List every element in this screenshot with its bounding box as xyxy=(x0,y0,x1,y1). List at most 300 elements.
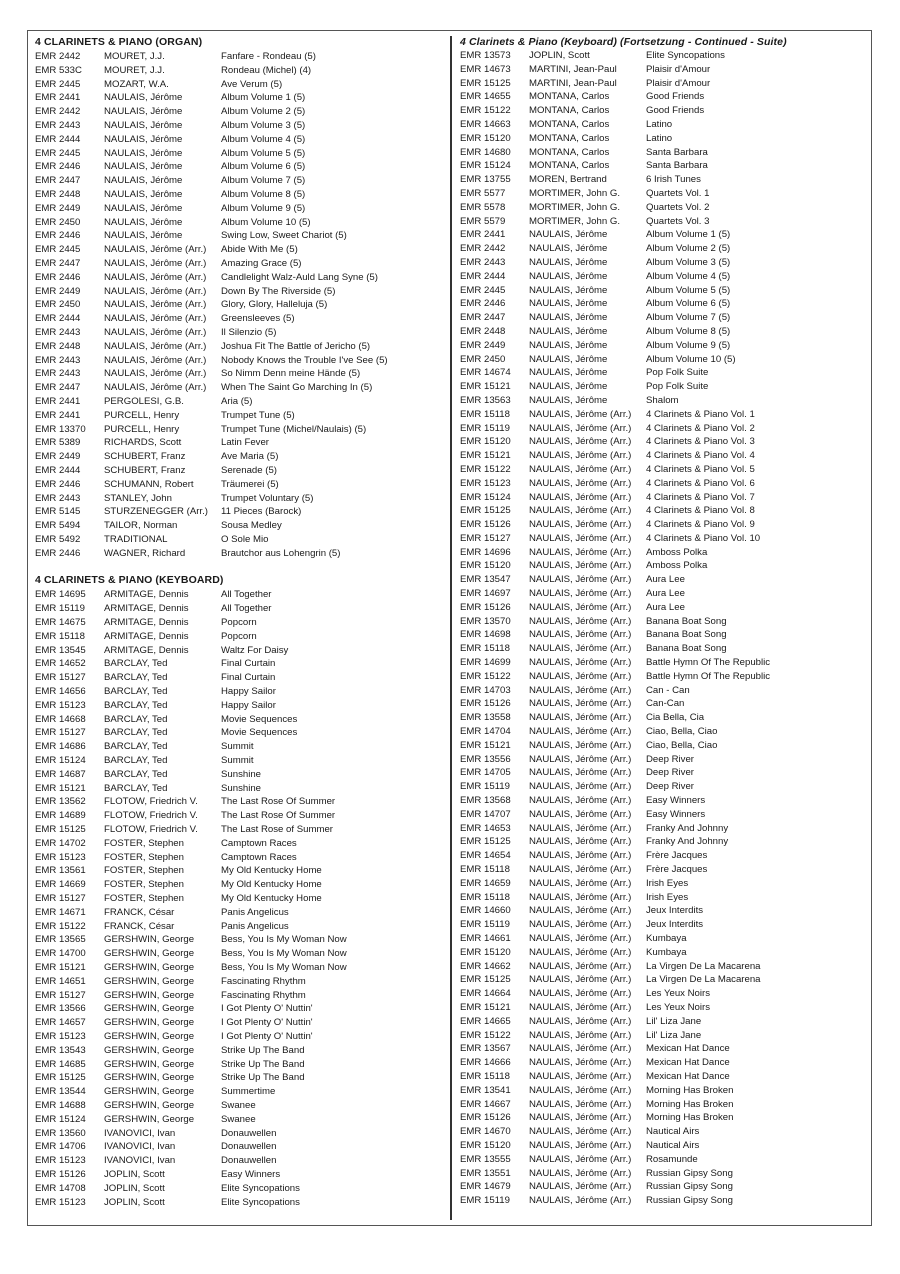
catalog-number: EMR 2445 xyxy=(35,147,81,159)
title: Panis Angelicus xyxy=(221,906,289,918)
catalog-number: EMR 2449 xyxy=(35,285,81,297)
catalog-number: EMR 13560 xyxy=(35,1127,86,1139)
composer: NAULAIS, Jérôme (Arr.) xyxy=(104,340,207,352)
composer: NAULAIS, Jérôme (Arr.) xyxy=(529,601,632,613)
composer: NAULAIS, Jérôme (Arr.) xyxy=(529,808,632,820)
title: Album Volume 6 (5) xyxy=(221,161,306,173)
composer: MONTANA, Carlos xyxy=(529,146,610,158)
catalog-number: EMR 13555 xyxy=(460,1153,511,1165)
title: Amboss Polka xyxy=(646,546,708,558)
list-item xyxy=(460,297,860,311)
catalog-number: EMR 2443 xyxy=(35,119,81,131)
catalog-number: EMR 2450 xyxy=(460,353,506,365)
list-item xyxy=(35,1140,440,1154)
list-item xyxy=(35,782,440,796)
list-item xyxy=(460,863,860,877)
list-item xyxy=(460,780,860,794)
catalog-number: EMR 2446 xyxy=(35,230,81,242)
title: I Got Plenty O' Nuttin' xyxy=(221,1030,313,1042)
title: 4 Clarinets & Piano Vol. 10 xyxy=(646,532,761,544)
title: Album Volume 5 (5) xyxy=(646,284,731,296)
catalog-number: EMR 14697 xyxy=(460,588,511,600)
title: Morning Has Broken xyxy=(646,1098,734,1110)
list-item xyxy=(35,478,440,492)
catalog-number: EMR 14655 xyxy=(460,91,511,103)
catalog-number: EMR 14668 xyxy=(35,713,86,725)
composer: ARMITAGE, Dennis xyxy=(104,617,189,629)
catalog-number: EMR 14705 xyxy=(460,767,511,779)
composer: NAULAIS, Jérôme (Arr.) xyxy=(529,877,632,889)
title: 4 Clarinets & Piano Vol. 4 xyxy=(646,450,755,462)
title: Irish Eyes xyxy=(646,877,689,889)
composer: NAULAIS, Jérôme xyxy=(529,298,608,310)
list-item xyxy=(460,449,860,463)
composer: BARCLAY, Ted xyxy=(104,782,168,794)
list-item xyxy=(35,630,440,644)
list-item xyxy=(35,547,440,561)
catalog-number: EMR 14661 xyxy=(460,933,511,944)
list-item xyxy=(460,835,860,849)
composer: MOZART, W.A. xyxy=(104,78,169,90)
composer: NAULAIS, Jérôme xyxy=(104,133,183,145)
title: Elite Syncopations xyxy=(646,50,725,61)
composer: NAULAIS, Jérôme (Arr.) xyxy=(104,354,207,366)
catalog-number: EMR 15123 xyxy=(460,477,511,489)
title: Sousa Medley xyxy=(221,520,282,532)
title: Les Yeux Noirs xyxy=(646,988,710,1000)
list-item xyxy=(460,711,860,725)
title: Can-Can xyxy=(646,698,685,710)
composer: NAULAIS, Jérôme (Arr.) xyxy=(529,712,632,724)
composer: NAULAIS, Jérôme (Arr.) xyxy=(529,588,632,600)
composer: NAULAIS, Jérôme xyxy=(529,284,608,296)
catalog-number: EMR 2446 xyxy=(460,298,506,310)
composer: NAULAIS, Jérôme (Arr.) xyxy=(529,684,632,696)
list-item xyxy=(460,270,860,284)
catalog-number: EMR 15125 xyxy=(460,77,511,89)
title: Waltz For Daisy xyxy=(221,644,289,656)
title: Irish Eyes xyxy=(646,891,689,903)
composer: BARCLAY, Ted xyxy=(104,755,168,767)
list-item xyxy=(460,435,860,449)
section-keyboard-continued xyxy=(460,35,860,1208)
title: Russian Gipsy Song xyxy=(646,1195,733,1207)
list-item xyxy=(460,587,860,601)
catalog-list xyxy=(460,49,860,1208)
title: Donauwellen xyxy=(221,1155,277,1167)
composer: NAULAIS, Jérôme xyxy=(104,147,183,159)
composer: MONTANA, Carlos xyxy=(529,105,610,117)
list-item xyxy=(460,904,860,918)
catalog-number: EMR 14671 xyxy=(35,906,86,918)
list-item xyxy=(35,602,440,616)
catalog-number: EMR 14688 xyxy=(35,1099,86,1111)
list-item xyxy=(460,753,860,767)
catalog-number: EMR 15124 xyxy=(460,491,511,503)
composer: JOPLIN, Scott xyxy=(104,1182,165,1194)
catalog-number: EMR 15125 xyxy=(460,505,511,517)
catalog-number: EMR 2442 xyxy=(35,106,81,118)
list-item xyxy=(35,367,440,381)
list-item xyxy=(35,505,440,519)
composer: BARCLAY, Ted xyxy=(104,727,168,739)
title: Rondeau (Michel) (4) xyxy=(221,64,312,76)
catalog-number: EMR 13562 xyxy=(35,796,86,808)
title: Les Yeux Noirs xyxy=(646,1001,710,1013)
catalog-number: EMR 15121 xyxy=(35,782,86,794)
title: Fascinating Rhythm xyxy=(221,989,306,1001)
catalog-number: EMR 14698 xyxy=(460,629,511,641)
composer: JOPLIN, Scott xyxy=(104,1196,165,1208)
composer: NAULAIS, Jérôme (Arr.) xyxy=(104,244,207,256)
composer: GERSHWIN, George xyxy=(104,1113,195,1125)
catalog-list xyxy=(35,50,440,560)
list-item xyxy=(460,146,860,160)
catalog-number: EMR 15120 xyxy=(460,560,511,572)
list-item xyxy=(35,1016,440,1030)
list-item xyxy=(460,1084,860,1098)
title: Swanee xyxy=(221,1099,256,1111)
title: Amboss Polka xyxy=(646,560,708,572)
title: Movie Sequences xyxy=(221,727,298,739)
list-item xyxy=(35,933,440,947)
composer: JOPLIN, Scott xyxy=(104,1168,165,1180)
title: Easy Winners xyxy=(221,1168,281,1180)
composer: NAULAIS, Jérôme xyxy=(529,325,608,337)
title: Santa Barbara xyxy=(646,160,708,172)
list-item xyxy=(460,1111,860,1125)
composer: MOURET, J.J. xyxy=(104,64,165,76)
catalog-number: EMR 2449 xyxy=(460,339,506,351)
list-item xyxy=(460,559,860,573)
catalog-number: EMR 15127 xyxy=(35,672,86,684)
composer: GERSHWIN, George xyxy=(104,962,195,973)
composer: NAULAIS, Jérôme (Arr.) xyxy=(529,1167,632,1179)
composer: NAULAIS, Jérôme xyxy=(529,367,608,379)
title: Album Volume 1 (5) xyxy=(221,92,306,104)
list-item xyxy=(460,684,860,698)
composer: NAULAIS, Jérôme (Arr.) xyxy=(529,643,632,655)
catalog-number: EMR 14708 xyxy=(35,1182,86,1194)
list-item xyxy=(35,851,440,865)
title: 4 Clarinets & Piano Vol. 1 xyxy=(646,408,755,420)
list-item xyxy=(35,533,440,547)
list-item xyxy=(460,1001,860,1015)
composer: GERSHWIN, George xyxy=(104,975,195,987)
title: Franky And Johnny xyxy=(646,836,729,848)
catalog-number: EMR 15125 xyxy=(460,836,511,848)
section-heading: 4 CLARINETS & PIANO (KEYBOARD) xyxy=(35,574,224,587)
catalog-number: EMR 14651 xyxy=(35,975,86,987)
catalog-number: EMR 5145 xyxy=(35,506,81,518)
composer: NAULAIS, Jérôme xyxy=(529,256,608,268)
title: Donauwellen xyxy=(221,1141,277,1153)
list-item xyxy=(460,573,860,587)
section-keyboard xyxy=(35,573,440,1209)
list-item xyxy=(460,642,860,656)
list-item xyxy=(35,1127,440,1141)
title: Sunshine xyxy=(221,768,262,780)
composer: NAULAIS, Jérôme (Arr.) xyxy=(529,726,632,738)
title: Lil' Liza Jane xyxy=(646,1029,702,1041)
catalog-number: EMR 5492 xyxy=(35,533,81,545)
title: Banana Boat Song xyxy=(646,643,727,655)
catalog-number: EMR 15121 xyxy=(460,381,511,393)
composer: NAULAIS, Jérôme (Arr.) xyxy=(529,574,632,586)
title: Pop Folk Suite xyxy=(646,381,709,393)
title: Plaisir d'Amour xyxy=(646,77,711,89)
composer: NAULAIS, Jérôme (Arr.) xyxy=(529,1126,632,1138)
list-item xyxy=(460,477,860,491)
list-item xyxy=(35,1044,440,1058)
composer: TAILOR, Norman xyxy=(104,520,178,532)
composer: MORTIMER, John G. xyxy=(529,187,620,199)
catalog-number: EMR 14663 xyxy=(460,118,511,130)
title: Donauwellen xyxy=(221,1127,277,1139)
composer: NAULAIS, Jérôme (Arr.) xyxy=(529,739,632,751)
composer: NAULAIS, Jérôme xyxy=(104,230,183,242)
catalog-number: EMR 13565 xyxy=(35,934,86,946)
title: Sunshine xyxy=(221,782,262,794)
composer: NAULAIS, Jérôme (Arr.) xyxy=(529,946,632,958)
composer: NAULAIS, Jérôme (Arr.) xyxy=(529,1029,632,1041)
title: My Old Kentucky Home xyxy=(221,879,322,891)
composer: MARTINI, Jean-Paul xyxy=(529,63,617,75)
catalog-number: EMR 14669 xyxy=(35,879,86,891)
list-item xyxy=(35,685,440,699)
title: Latin Fever xyxy=(221,437,269,449)
catalog-number: EMR 14679 xyxy=(460,1181,511,1193)
catalog-number: EMR 13570 xyxy=(460,615,511,627)
list-item xyxy=(35,754,440,768)
catalog-number: EMR 2450 xyxy=(35,216,81,228)
catalog-number: EMR 2441 xyxy=(460,229,506,241)
catalog-number: EMR 15127 xyxy=(35,893,86,905)
composer: NAULAIS, Jérôme (Arr.) xyxy=(529,450,632,462)
catalog-number: EMR 2444 xyxy=(35,464,81,476)
list-item xyxy=(460,877,860,891)
list-item xyxy=(460,725,860,739)
title: Aura Lee xyxy=(646,601,685,613)
composer: MORTIMER, John G. xyxy=(529,215,620,227)
composer: NAULAIS, Jérôme (Arr.) xyxy=(529,477,632,489)
list-item xyxy=(35,1071,440,1085)
list-item xyxy=(460,1070,860,1084)
composer: GERSHWIN, George xyxy=(104,934,195,946)
title: Strike Up The Band xyxy=(221,1044,305,1056)
list-item xyxy=(35,947,440,961)
list-item xyxy=(460,918,860,932)
title: When The Saint Go Marching In (5) xyxy=(221,382,373,394)
list-item xyxy=(35,312,440,326)
list-item xyxy=(460,932,860,946)
catalog-number: EMR 15119 xyxy=(460,919,510,931)
catalog-number: EMR 15126 xyxy=(460,519,511,531)
composer: NAULAIS, Jérôme (Arr.) xyxy=(529,960,632,972)
catalog-number: EMR 2447 xyxy=(35,382,81,394)
title: So Nimm Denn meine Hände (5) xyxy=(221,368,361,380)
title: Ave Maria (5) xyxy=(221,451,279,463)
list-item xyxy=(460,256,860,270)
list-item xyxy=(460,132,860,146)
list-item xyxy=(460,1180,860,1194)
catalog-number: EMR 15122 xyxy=(35,920,86,932)
composer: FOSTER, Stephen xyxy=(104,865,184,877)
composer: NAULAIS, Jérôme xyxy=(529,394,608,406)
title: Plaisir d'Amour xyxy=(646,63,711,75)
title: All Together xyxy=(221,589,272,601)
catalog-number: EMR 533C xyxy=(35,64,82,76)
composer: BARCLAY, Ted xyxy=(104,672,168,684)
list-item xyxy=(35,740,440,754)
right-column xyxy=(460,35,860,1208)
composer: NAULAIS, Jérôme (Arr.) xyxy=(529,670,632,682)
title: Deep River xyxy=(646,767,694,779)
title: Aura Lee xyxy=(646,574,685,586)
catalog-number: EMR 14704 xyxy=(460,726,511,738)
title: Shalom xyxy=(646,394,679,406)
title: Quartets Vol. 1 xyxy=(646,187,710,199)
title: Aura Lee xyxy=(646,588,685,600)
catalog-number: EMR 14662 xyxy=(460,960,511,972)
title: Album Volume 2 (5) xyxy=(646,243,731,255)
list-item xyxy=(35,271,440,285)
catalog-number: EMR 14654 xyxy=(460,850,511,862)
composer: NAULAIS, Jérôme (Arr.) xyxy=(529,1181,632,1193)
composer: NAULAIS, Jérôme (Arr.) xyxy=(529,1043,632,1055)
composer: IVANOVICI, Ivan xyxy=(104,1127,176,1139)
title: Album Volume 8 (5) xyxy=(646,325,731,337)
catalog-number: EMR 14657 xyxy=(35,1017,86,1029)
catalog-number: EMR 2443 xyxy=(35,368,81,380)
composer: NAULAIS, Jérôme xyxy=(104,106,183,118)
catalog-number: EMR 15125 xyxy=(460,974,511,986)
list-item xyxy=(460,822,860,836)
composer: NAULAIS, Jérôme (Arr.) xyxy=(529,933,632,944)
title: Deep River xyxy=(646,753,694,765)
composer: PERGOLESI, G.B. xyxy=(104,395,184,407)
list-item xyxy=(35,423,440,437)
composer: GERSHWIN, George xyxy=(104,989,195,1001)
list-item xyxy=(35,1168,440,1182)
title: Album Volume 7 (5) xyxy=(221,175,306,187)
catalog-number: EMR 15123 xyxy=(35,1155,86,1167)
catalog-number: EMR 14695 xyxy=(35,589,86,601)
title: 4 Clarinets & Piano Vol. 5 xyxy=(646,463,755,475)
composer: MARTINI, Jean-Paul xyxy=(529,77,617,89)
composer: SCHUBERT, Franz xyxy=(104,464,186,476)
composer: NAULAIS, Jérôme (Arr.) xyxy=(529,657,632,669)
catalog-number: EMR 2445 xyxy=(35,78,81,90)
list-item xyxy=(35,989,440,1003)
catalog-number: EMR 2443 xyxy=(460,256,506,268)
catalog-number: EMR 2444 xyxy=(35,133,81,145)
title: O Sole Mio xyxy=(221,533,269,545)
composer: NAULAIS, Jérôme (Arr.) xyxy=(529,1195,632,1207)
catalog-number: EMR 2448 xyxy=(35,340,81,352)
list-item xyxy=(35,1058,440,1072)
title: Abide With Me (5) xyxy=(221,244,298,256)
title: Album Volume 10 (5) xyxy=(221,216,311,228)
catalog-number: EMR 14699 xyxy=(460,657,511,669)
list-item xyxy=(460,504,860,518)
catalog-number: EMR 14665 xyxy=(460,1015,511,1027)
catalog-number: EMR 15118 xyxy=(460,864,510,876)
catalog-number: EMR 2446 xyxy=(35,547,81,559)
catalog-number: EMR 15121 xyxy=(460,739,511,751)
title: Nobody Knows the Trouble I've See (5) xyxy=(221,354,388,366)
catalog-number: EMR 15127 xyxy=(35,727,86,739)
catalog-number: EMR 13545 xyxy=(35,644,86,656)
catalog-number: EMR 14653 xyxy=(460,822,511,834)
title: Popcorn xyxy=(221,630,257,642)
catalog-number: EMR 13541 xyxy=(460,1084,511,1096)
list-item xyxy=(460,1125,860,1139)
list-item xyxy=(460,408,860,422)
composer: NAULAIS, Jérôme (Arr.) xyxy=(529,505,632,517)
composer: PURCELL, Henry xyxy=(104,409,180,421)
list-item xyxy=(460,1029,860,1043)
title: Bess, You Is My Woman Now xyxy=(221,948,347,960)
catalog-number: EMR 15118 xyxy=(460,643,510,655)
catalog-number: EMR 5577 xyxy=(460,187,506,199)
composer: NAULAIS, Jérôme (Arr.) xyxy=(104,257,207,269)
list-item xyxy=(460,1042,860,1056)
list-item xyxy=(35,616,440,630)
list-item xyxy=(460,104,860,118)
catalog-number: EMR 2444 xyxy=(460,270,506,282)
catalog-number: EMR 2447 xyxy=(35,175,81,187)
title: Album Volume 8 (5) xyxy=(221,188,306,200)
composer: NAULAIS, Jérôme (Arr.) xyxy=(104,285,207,297)
title: Latino xyxy=(646,118,673,130)
list-item xyxy=(460,766,860,780)
list-item xyxy=(460,546,860,560)
title: Easy Winners xyxy=(646,808,706,820)
catalog-number: EMR 15126 xyxy=(35,1168,86,1180)
composer: TRADITIONAL xyxy=(104,533,168,545)
composer: NAULAIS, Jérôme xyxy=(104,175,183,187)
list-item xyxy=(460,339,860,353)
composer: NAULAIS, Jérôme (Arr.) xyxy=(529,560,632,572)
catalog-number: EMR 15119 xyxy=(460,781,510,793)
composer: FLOTOW, Friedrich V. xyxy=(104,796,198,808)
composer: MONTANA, Carlos xyxy=(529,91,610,103)
composer: NAULAIS, Jérôme (Arr.) xyxy=(529,753,632,765)
list-item xyxy=(460,187,860,201)
title: Bess, You Is My Woman Now xyxy=(221,962,347,973)
list-item xyxy=(35,229,440,243)
catalog-number: EMR 14673 xyxy=(460,63,511,75)
title: Träumerei (5) xyxy=(221,478,279,490)
title: 11 Pieces (Barock) xyxy=(221,506,302,518)
catalog-number: EMR 13567 xyxy=(460,1043,511,1055)
title: Strike Up The Band xyxy=(221,1072,305,1084)
catalog-number: EMR 15118 xyxy=(460,1070,510,1082)
list-item xyxy=(460,353,860,367)
list-item xyxy=(460,849,860,863)
catalog-number: EMR 5578 xyxy=(460,201,506,213)
catalog-number: EMR 15121 xyxy=(460,1001,511,1013)
title: Fascinating Rhythm xyxy=(221,975,306,987)
title: Album Volume 4 (5) xyxy=(221,133,306,145)
list-item xyxy=(460,946,860,960)
catalog-list xyxy=(35,588,440,1209)
catalog-number: EMR 2443 xyxy=(35,492,81,504)
list-item xyxy=(35,202,440,216)
catalog-number: EMR 15122 xyxy=(460,670,511,682)
title: Franky And Johnny xyxy=(646,822,729,834)
